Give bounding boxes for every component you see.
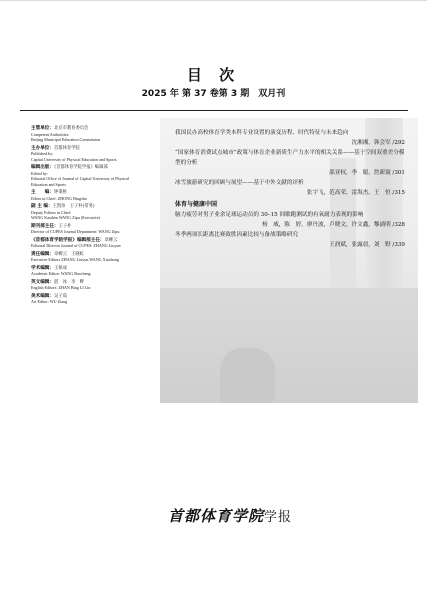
masthead-english: Editorial Director Journal of CUPES: ZHANG Liuyun bbox=[31, 243, 121, 248]
masthead-value: 章柳云 王晓虹 bbox=[53, 251, 85, 257]
toc-article-authors: 王润斌，张露晨，刘 野 /339 bbox=[329, 242, 405, 248]
masthead-entry bbox=[31, 165, 159, 190]
toc-article[interactable] bbox=[175, 210, 405, 230]
masthead-value: 湛 冰 李 畔 bbox=[53, 279, 85, 285]
masthead-entry bbox=[31, 190, 159, 204]
toc-article-authors: 杨 威，陈 婷，廖丹波，卢晓文，许文鑫，黎涌明 /328 bbox=[262, 222, 405, 228]
masthead-value: 章柳云 bbox=[104, 237, 118, 243]
table-of-contents bbox=[175, 128, 405, 250]
issue-info: 2025 年 第 37 卷第 3 期 双月刊 bbox=[141, 89, 286, 99]
masthead-english: Editor in Chief: ZHONG Bingshu bbox=[31, 195, 87, 201]
masthead-label: 《首都体育学院学报》编辑部主任： bbox=[31, 237, 105, 243]
toc-article-title: 我国民办高校体育学类本科专业设置的演变历程、时代特征与未来趋向 bbox=[175, 130, 349, 136]
masthead-value: 王凯珍 王子朴(常务) bbox=[52, 204, 95, 209]
masthead-value: 王保成 bbox=[53, 265, 67, 271]
toc-article[interactable] bbox=[175, 178, 405, 198]
journal-logo bbox=[168, 505, 292, 526]
masthead-english: Capital University of Physical Education and Sports bbox=[31, 156, 117, 162]
masthead-english: Published by: bbox=[31, 151, 54, 156]
logo-suffix: 学报 bbox=[264, 510, 293, 525]
masthead-english: Director of CUPES Journal Department: WANG Zipu bbox=[31, 229, 120, 234]
masthead-entry bbox=[31, 294, 159, 308]
masthead-label: 主管单位： bbox=[31, 126, 54, 131]
masthead-value: 钟秉枢 bbox=[53, 190, 67, 195]
masthead-entry bbox=[31, 252, 159, 266]
masthead-entry bbox=[31, 266, 159, 280]
toc-article-title: “国家体育消费试点城市”政策与体育企业新质生产力水平的相关关系——基于空间双重差分模型的分析 bbox=[175, 150, 405, 166]
toc-article-authors: 邵亚权，李 聪，詹新寰 /301 bbox=[329, 170, 405, 176]
masthead-label: 英文编辑： bbox=[31, 279, 54, 285]
masthead-value: 北京市教育委员会 bbox=[53, 126, 89, 131]
top-border bbox=[0, 0, 427, 1]
masthead-english: Deputy Editors in Chief: bbox=[31, 209, 72, 215]
toc-article[interactable] bbox=[175, 128, 405, 148]
masthead-english: Competent Authorities: bbox=[31, 131, 70, 137]
masthead-label: 美术编辑： bbox=[31, 293, 54, 299]
masthead-english: Art Editor: WU Ziang bbox=[31, 299, 68, 304]
masthead-english: Education and Sports bbox=[31, 181, 67, 187]
masthead-english: Academic Editor: WANG Baocheng bbox=[31, 271, 91, 276]
page-title: 目 次 bbox=[186, 66, 241, 84]
masthead-english: Editorial Office of Journal of Capital University of Physical bbox=[31, 176, 130, 181]
masthead-label: 主办单位： bbox=[31, 145, 54, 151]
masthead-value: 吴子茹 bbox=[53, 293, 67, 299]
masthead-value: 首都体育学院 bbox=[53, 145, 80, 151]
toc-article-title: 冰雪旅游研究的回顾与展望——基于中外文献的评析 bbox=[175, 180, 304, 186]
masthead-english: Executive Editors ZHANG Liuyun WANG Xiaohong bbox=[31, 257, 119, 262]
masthead-label: 期刊部主任： bbox=[31, 223, 59, 229]
logo-calligraphy: 首都体育学院 bbox=[168, 507, 265, 525]
masthead-value: 《首都体育学院学报》编辑部 bbox=[53, 165, 108, 170]
masthead-english: Edited by: bbox=[31, 170, 48, 176]
toc-article[interactable] bbox=[175, 230, 405, 250]
toc-article[interactable] bbox=[175, 148, 405, 178]
header-rule bbox=[20, 110, 408, 111]
toc-article-title: 冬季两项长距离比赛致胜因素比较与备战策略研究 bbox=[175, 232, 299, 238]
toc-article-title: 脑力疲劳对男子业余足球运动员的 30–15 间歇跑测试的有氧耐力表现的影响 bbox=[175, 212, 364, 218]
masthead-label: 责任编辑： bbox=[31, 251, 54, 257]
toc-article-authors: 张宇飞，范高荣，雷海杰，王 恒 /315 bbox=[306, 190, 405, 196]
masthead-label: 副 主 编： bbox=[31, 204, 53, 209]
masthead-entry bbox=[31, 146, 159, 166]
statue-shape bbox=[220, 348, 275, 403]
masthead-entry bbox=[31, 126, 159, 146]
masthead-value: 王子朴 bbox=[58, 223, 72, 229]
masthead-entry bbox=[31, 204, 159, 224]
building-base bbox=[160, 288, 418, 403]
toc-article-authors: 沈湘湘，韩会军 /292 bbox=[351, 140, 405, 146]
masthead-label: 编辑出版： bbox=[31, 165, 54, 170]
masthead-entry bbox=[31, 238, 159, 252]
masthead-entry bbox=[31, 280, 159, 294]
masthead-english: English Editors: ZHAN Bing LI Lin bbox=[31, 285, 91, 290]
masthead-english: WANG Kaizhen WANG Zipu (Executive) bbox=[31, 215, 101, 220]
masthead-label: 主 编： bbox=[31, 190, 54, 195]
masthead-label: 学术编辑： bbox=[31, 265, 54, 271]
toc-section-heading: 体育与健康中国 bbox=[175, 201, 218, 208]
masthead-info bbox=[31, 126, 159, 308]
masthead-english: Beijing Municipal Education Commission bbox=[31, 137, 101, 142]
masthead-entry bbox=[31, 224, 159, 238]
